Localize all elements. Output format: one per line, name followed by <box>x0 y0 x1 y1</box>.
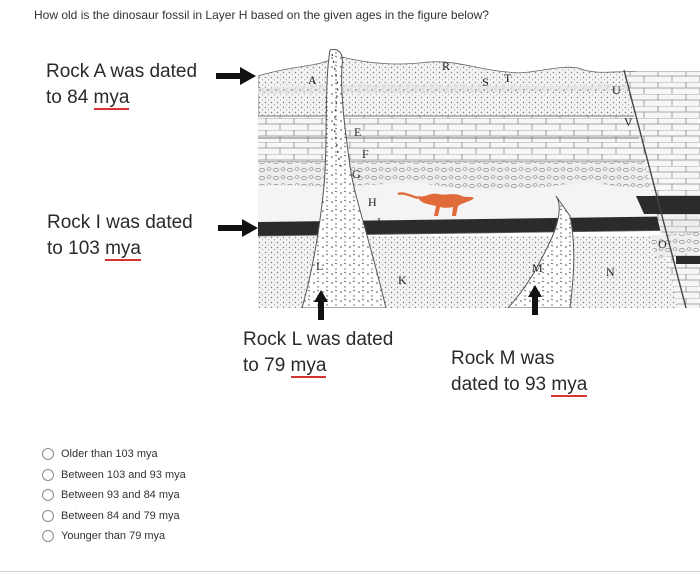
option-label: Younger than 79 mya <box>61 530 166 543</box>
question-text: How old is the dinosaur fossil in Layer H based on the given ages in the figure below? <box>34 8 489 22</box>
radio-button[interactable] <box>42 448 54 460</box>
layer-label-a: A <box>308 73 317 87</box>
layer-label-s: S <box>482 75 489 89</box>
layer-label-j: J <box>376 215 381 229</box>
caption-rock-l-line2: to 79 mya <box>243 355 327 376</box>
caption-rock-l <box>243 327 393 379</box>
option-label: Older than 103 mya <box>61 448 158 461</box>
layer-label-k: K <box>398 273 407 287</box>
caption-rock-i <box>47 210 193 262</box>
layer-label-t: T <box>504 71 512 85</box>
arrow-up-icon <box>528 285 542 315</box>
layer-label-n: N <box>606 265 615 279</box>
caption-rock-a <box>46 59 197 111</box>
option-label: Between 84 and 79 mya <box>61 509 180 522</box>
answer-options <box>42 444 186 547</box>
caption-rock-l-line1: Rock L was dated <box>243 329 394 350</box>
layer-label-f: F <box>362 147 369 161</box>
radio-button[interactable] <box>42 530 54 542</box>
radio-button[interactable] <box>42 510 54 522</box>
geologic-cross-section <box>258 46 700 308</box>
layer-label-g: G <box>352 167 361 181</box>
option-between-84-79[interactable] <box>42 506 186 527</box>
radio-button[interactable] <box>42 469 54 481</box>
option-younger-than-79[interactable] <box>42 526 186 547</box>
layer-label-v: V <box>624 115 633 129</box>
layer-label-h: H <box>368 195 377 209</box>
option-between-103-93[interactable] <box>42 465 186 486</box>
layer-label-m: M <box>532 261 543 275</box>
arrow-right-icon <box>218 219 258 237</box>
caption-rock-m <box>451 346 587 398</box>
option-label: Between 93 and 84 mya <box>61 489 180 502</box>
layer-label-u: U <box>612 83 621 97</box>
option-older-than-103[interactable] <box>42 444 186 465</box>
caption-rock-a-line1: Rock A was dated <box>46 61 198 82</box>
divider <box>0 571 700 572</box>
layer-label-o: O <box>658 237 667 251</box>
caption-rock-i-line1: Rock I was dated <box>47 212 193 233</box>
caption-rock-a-line2: to 84 mya <box>46 87 130 108</box>
caption-rock-m-line2: dated to 93 mya <box>451 374 588 395</box>
layer-label-r: R <box>442 59 451 73</box>
arrow-right-icon <box>216 67 256 85</box>
arrow-up-icon <box>314 290 328 320</box>
caption-rock-m-line1: Rock M was <box>451 348 555 369</box>
option-between-93-84[interactable] <box>42 485 186 506</box>
option-label: Between 103 and 93 mya <box>61 468 186 481</box>
radio-button[interactable] <box>42 489 54 501</box>
layer-label-l: L <box>316 259 324 273</box>
caption-rock-i-line2: to 103 mya <box>47 238 142 259</box>
layer-label-e: E <box>354 125 362 139</box>
